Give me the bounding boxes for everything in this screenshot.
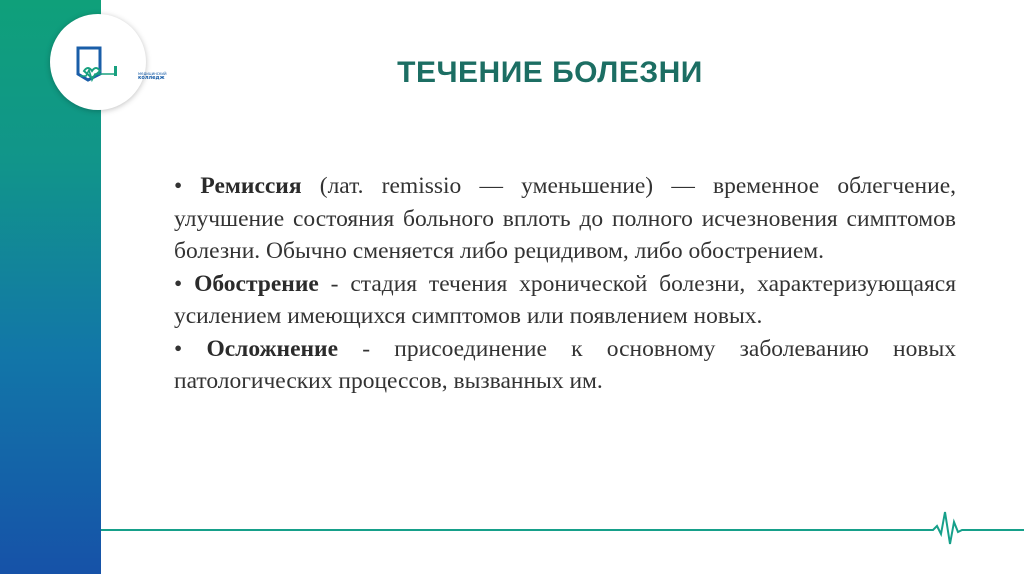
definition: - присоединение к основному заболеванию новых патологических процессов, вызванных им. bbox=[174, 335, 957, 394]
college-logo bbox=[50, 14, 167, 110]
bullet: • bbox=[174, 173, 183, 199]
definitions-list bbox=[174, 170, 956, 398]
bullet: • bbox=[174, 335, 183, 362]
term: Ремиссия bbox=[200, 173, 302, 199]
term: Осложнение bbox=[206, 335, 339, 362]
heartbeat-line-icon bbox=[101, 508, 1024, 548]
logo-line-1: медицинский bbox=[138, 71, 167, 76]
term: Обострение bbox=[194, 270, 319, 297]
list-item bbox=[174, 170, 956, 268]
logo-emblem-icon bbox=[74, 44, 124, 84]
logo-text bbox=[138, 72, 178, 80]
logo-line-2: колледж bbox=[138, 75, 165, 81]
page-title: ТЕЧЕНИЕ БОЛЕЗНИ bbox=[397, 56, 703, 89]
definition: - стадия течения хронической болезни, характеризующаяся усилением имеющихся симптомов или появлением новых. bbox=[174, 270, 956, 329]
list-item bbox=[174, 333, 956, 398]
list-item bbox=[174, 268, 956, 333]
bullet: • bbox=[174, 270, 183, 297]
definition: (лат. remissio — уменьшение) — временное облегчение, улучшение состояния больного вплоть до полного исчезновения симптомов болезни. Обычно сменяется либо рецидивом, либо обострением. bbox=[174, 173, 956, 264]
